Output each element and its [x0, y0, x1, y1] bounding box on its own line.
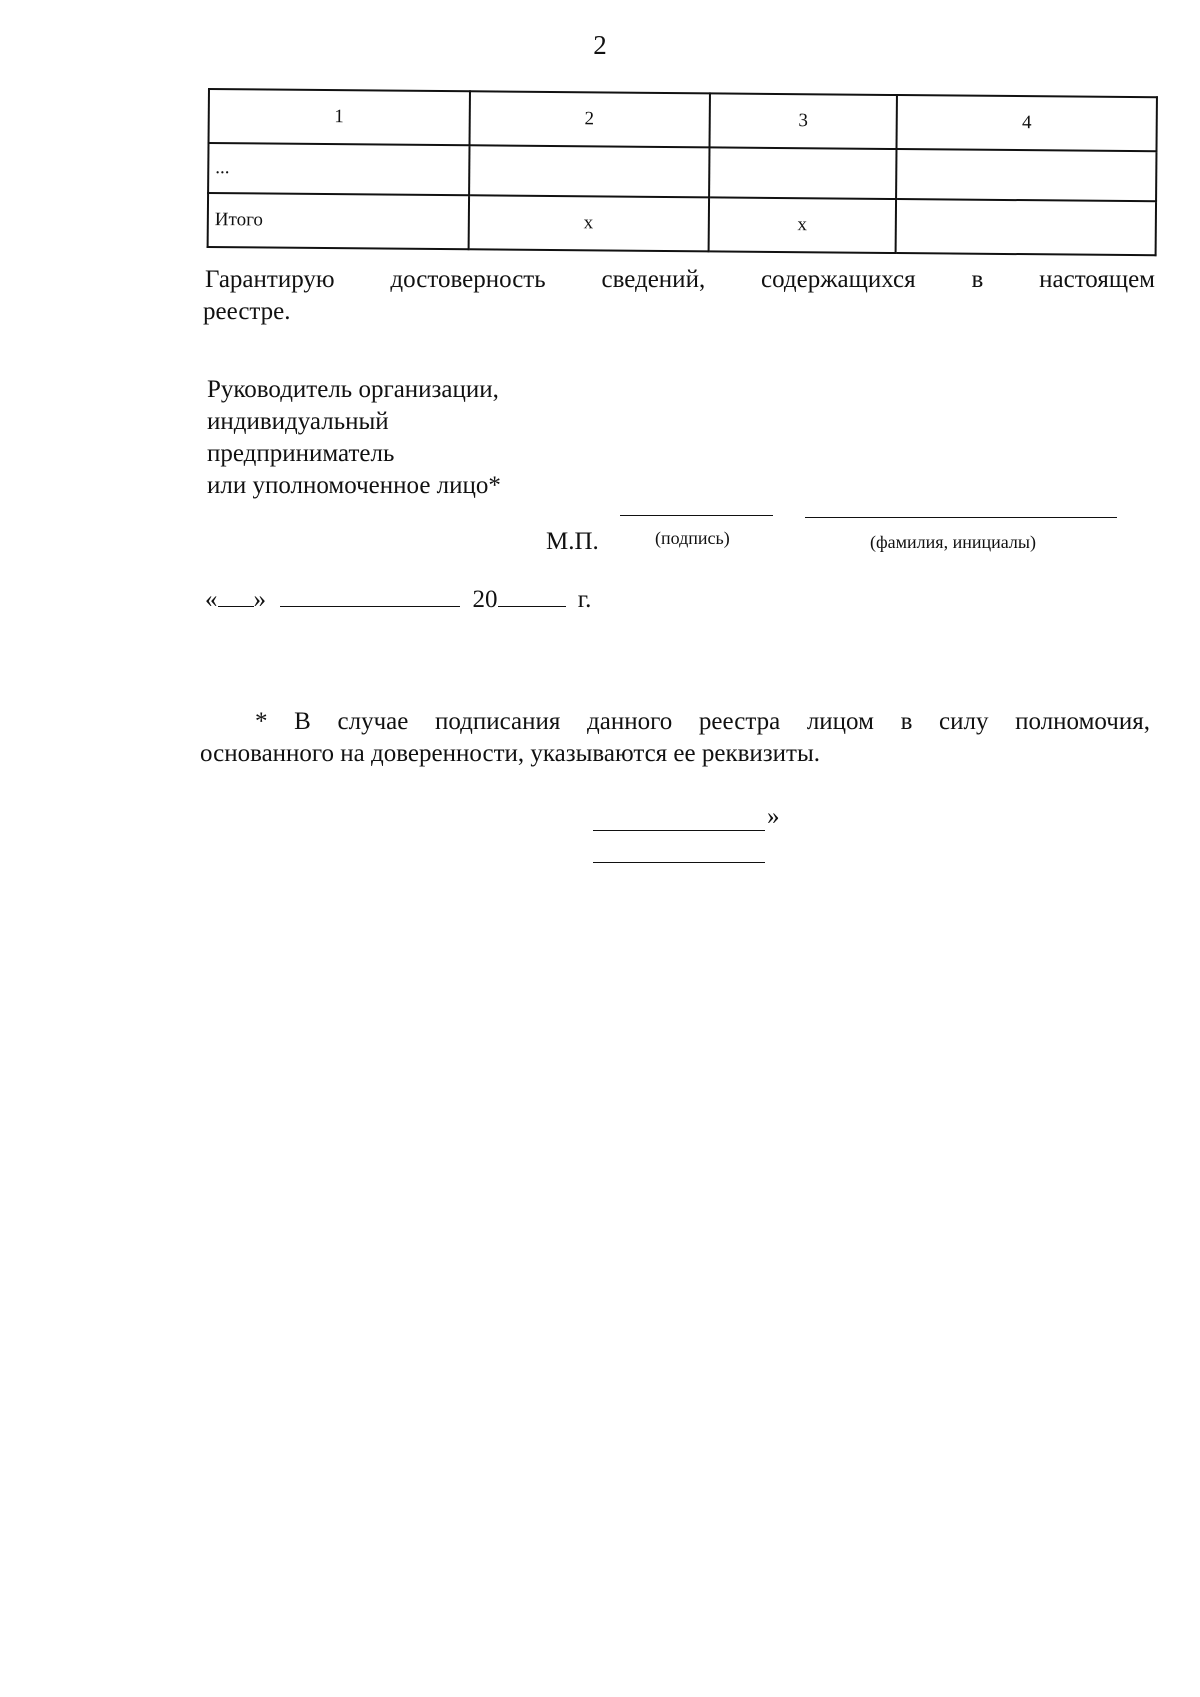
table-total-row	[208, 193, 1156, 255]
signer-title-line: или уполномоченное лицо*	[207, 472, 501, 499]
name-line	[805, 517, 1117, 518]
stamp-label: М.П.	[546, 528, 599, 555]
table-cell	[469, 145, 709, 197]
word: случае	[337, 708, 409, 735]
name-caption: (фамилия, инициалы)	[870, 532, 1036, 552]
page-number: 2	[593, 30, 607, 60]
table-cell-total-label: Итого	[208, 193, 469, 249]
table-header-cell: 1	[209, 89, 470, 145]
table-header-cell: 3	[709, 93, 897, 149]
date-line	[205, 582, 591, 614]
table-row	[208, 143, 1156, 201]
word: в	[971, 266, 984, 293]
day-blank	[218, 582, 254, 607]
year-suffix: г.	[577, 586, 592, 613]
word: подписания	[435, 708, 561, 735]
word: достоверность	[390, 266, 546, 293]
word: Гарантирую	[205, 266, 335, 293]
registry-table	[207, 88, 1158, 256]
word: данного	[587, 708, 673, 735]
word: сведений,	[601, 266, 706, 293]
footnote-line1	[255, 706, 1150, 738]
table-cell	[896, 149, 1156, 201]
table-cell	[896, 199, 1156, 255]
month-blank	[280, 582, 460, 607]
signer-title-line: Руководитель организации,	[207, 376, 499, 403]
closing-quote: »	[767, 803, 780, 830]
table-cell	[709, 147, 897, 199]
guarantee-statement-line2: реестре.	[203, 298, 291, 325]
date-open-quote: «	[205, 586, 218, 613]
signer-title-line: предприниматель	[207, 440, 395, 467]
year-prefix: 20	[472, 586, 498, 613]
date-close-quote: »	[253, 586, 266, 613]
word: силу	[939, 708, 989, 735]
signer-title-line: индивидуальный	[207, 408, 389, 435]
closing-line-lower	[593, 862, 765, 863]
word: *	[255, 708, 268, 735]
word: содержащихся	[761, 266, 916, 293]
signer-title	[207, 374, 501, 502]
signature-caption: (подпись)	[655, 528, 730, 548]
closing-line-upper	[593, 830, 765, 831]
signature-line	[620, 515, 773, 516]
word: лицом	[806, 708, 874, 735]
guarantee-statement-line1	[205, 264, 1155, 296]
table-header-cell: 4	[897, 95, 1157, 151]
table-cell: ...	[208, 143, 469, 195]
table-header-cell: 2	[469, 91, 709, 147]
table-header-row	[209, 89, 1157, 151]
word: полномочия,	[1015, 708, 1150, 735]
word: в	[900, 708, 913, 735]
word: В	[294, 708, 311, 735]
table-cell: х	[708, 197, 896, 253]
year-blank	[498, 582, 566, 607]
word: настоящем	[1039, 266, 1155, 293]
word: реестра	[698, 708, 781, 735]
table-cell: х	[468, 195, 708, 251]
footnote-line2: основанного на доверенности, указываются ее реквизиты.	[200, 740, 821, 767]
